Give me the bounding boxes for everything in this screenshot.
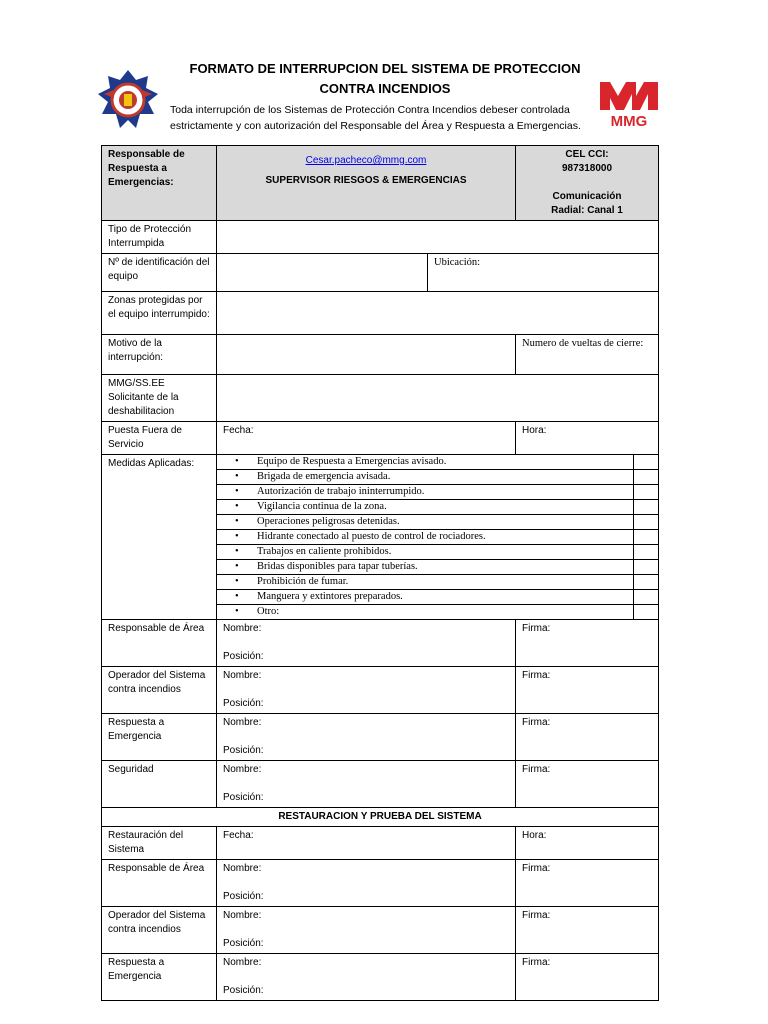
rsig3-name-position-field[interactable] — [217, 954, 516, 1001]
measure-text: Manguera y extintores preparados. — [257, 591, 403, 602]
nombre-label: Nombre: — [223, 764, 262, 775]
measure-item: • Brigada de emergencia avisada. — [217, 470, 658, 485]
nombre-label: Nombre: — [223, 957, 262, 968]
sig1-firma-field[interactable]: Firma: — [516, 620, 659, 667]
rsig2-firma-field[interactable]: Firma: — [516, 907, 659, 954]
restauracion-hora-field[interactable]: Hora: — [516, 827, 659, 860]
rsig3-firma-field[interactable]: Firma: — [516, 954, 659, 1001]
cel-number: 987318000 — [561, 163, 613, 174]
measure-checkbox[interactable] — [634, 455, 659, 470]
nombre-label: Nombre: — [223, 910, 262, 921]
puesta-fecha-field[interactable]: Fecha: — [217, 422, 516, 455]
medidas-label: Medidas Aplicadas: — [102, 455, 217, 620]
sig2-firma-field[interactable]: Firma: — [516, 667, 659, 714]
form-title-line1: FORMATO DE INTERRUPCION DEL SISTEMA DE PROTECCION — [189, 61, 581, 76]
measures-list — [217, 455, 658, 619]
sig4-role-label: Seguridad — [102, 761, 217, 808]
sig1-role-label: Responsable de Área — [102, 620, 217, 667]
measure-text: Brigada de emergencia avisada. — [257, 471, 391, 482]
motivo-field[interactable] — [217, 335, 516, 375]
mmg-logo — [596, 76, 662, 128]
measure-checkbox[interactable] — [634, 470, 659, 485]
measure-item: • Otro: — [217, 605, 658, 620]
nombre-label: Nombre: — [223, 717, 262, 728]
radio-line1: Comunicación — [552, 191, 622, 202]
tipo-proteccion-label: Tipo de Protección Interrumpida — [102, 221, 217, 254]
restoration-heading: RESTAURACION Y PRUEBA DEL SISTEMA — [102, 808, 659, 827]
posicion-label: Posición: — [223, 651, 264, 662]
measure-text: Prohibición de fumar. — [257, 576, 349, 587]
nombre-label: Nombre: — [223, 623, 262, 634]
intro-line1: Toda interrupción de los Sistemas de Protección Contra Incendios debeser controlada — [170, 104, 570, 116]
posicion-label: Posición: — [223, 792, 264, 803]
measure-item: • Hidrante conectado al puesto de control de rociadores. — [217, 530, 658, 545]
measure-item: • Manguera y extintores preparados. — [217, 590, 658, 605]
contact-email-link[interactable]: Cesar.pacheco@mmg.com — [305, 155, 427, 166]
measure-text: Equipo de Respuesta a Emergencias avisado. — [257, 456, 447, 467]
motivo-label: Motivo de la interrupción: — [102, 335, 217, 375]
measure-text: Trabajos en caliente prohibidos. — [257, 546, 392, 557]
posicion-label: Posición: — [223, 891, 264, 902]
measure-item: • Prohibición de fumar. — [217, 575, 658, 590]
measure-item: • Equipo de Respuesta a Emergencias avisado. — [217, 455, 658, 470]
measure-item: • Operaciones peligrosas detenidas. — [217, 515, 658, 530]
measure-item: • Bridas disponibles para tapar tuberías. — [217, 560, 658, 575]
measure-text: Autorización de trabajo ininterrumpido. — [257, 486, 425, 497]
measure-item: • Vigilancia continua de la zona. — [217, 500, 658, 515]
solicitante-label: MMG/SS.EE Solicitante de la deshabilitacion — [102, 375, 217, 422]
zonas-field[interactable] — [217, 292, 659, 335]
measure-text: Vigilancia continua de la zona. — [257, 501, 387, 512]
intro-line2: estrictamente y con autorización del Responsable del Área y Respuesta a Emergencias. — [170, 120, 581, 132]
measure-item: • Autorización de trabajo ininterrumpido. — [217, 485, 658, 500]
sig2-name-position-field[interactable] — [217, 667, 516, 714]
measure-checkbox[interactable] — [634, 605, 659, 620]
fire-brigade-emblem-logo — [96, 68, 160, 134]
measure-checkbox[interactable] — [634, 485, 659, 500]
rsig2-role-label: Operador del Sistema contra incendios — [102, 907, 217, 954]
rsig1-role-label: Responsable de Área — [102, 860, 217, 907]
measure-checkbox[interactable] — [634, 500, 659, 515]
measure-checkbox[interactable] — [634, 530, 659, 545]
measure-checkbox[interactable] — [634, 545, 659, 560]
contact-role: SUPERVISOR RIESGOS & EMERGENCIAS — [265, 175, 467, 186]
equipo-id-label: Nº de identificación del equipo — [102, 254, 217, 292]
restauracion-fecha-field[interactable]: Fecha: — [217, 827, 516, 860]
posicion-label: Posición: — [223, 938, 264, 949]
measure-text: Bridas disponibles para tapar tuberías. — [257, 561, 418, 572]
posicion-label: Posición: — [223, 985, 264, 996]
nombre-label: Nombre: — [223, 670, 262, 681]
posicion-label: Posición: — [223, 745, 264, 756]
zonas-label: Zonas protegidas por el equipo interrumpido: — [102, 292, 217, 335]
sig3-role-label: Respuesta a Emergencia — [102, 714, 217, 761]
mmg-logo-text: MMG — [610, 113, 648, 128]
form-title-line2: CONTRA INCENDIOS — [319, 81, 451, 96]
sig4-name-position-field[interactable] — [217, 761, 516, 808]
measure-checkbox[interactable] — [634, 590, 659, 605]
measure-text: Operaciones peligrosas detenidas. — [257, 516, 400, 527]
sig4-firma-field[interactable]: Firma: — [516, 761, 659, 808]
equipo-id-field[interactable] — [217, 254, 428, 292]
measure-checkbox[interactable] — [634, 575, 659, 590]
ubicacion-field[interactable]: Ubicación: — [428, 254, 659, 292]
rsig1-name-position-field[interactable] — [217, 860, 516, 907]
contact-label: Responsable de Respuesta a Emergencias: — [102, 146, 217, 221]
measure-text: Hidrante conectado al puesto de control de rociadores. — [257, 531, 486, 542]
rsig3-role-label: Respuesta a Emergencia — [102, 954, 217, 1001]
measure-checkbox[interactable] — [634, 515, 659, 530]
measure-item: • Trabajos en caliente prohibidos. — [217, 545, 658, 560]
rsig1-firma-field[interactable]: Firma: — [516, 860, 659, 907]
puesta-fuera-label: Puesta Fuera de Servicio — [102, 422, 217, 455]
posicion-label: Posición: — [223, 698, 264, 709]
measure-text: Otro: — [257, 606, 280, 617]
sig1-name-position-field[interactable] — [217, 620, 516, 667]
solicitante-field[interactable] — [217, 375, 659, 422]
rsig2-name-position-field[interactable] — [217, 907, 516, 954]
sig3-firma-field[interactable]: Firma: — [516, 714, 659, 761]
sig2-role-label: Operador del Sistema contra incendios — [102, 667, 217, 714]
radio-line2: Radial: Canal 1 — [551, 205, 623, 216]
measure-checkbox[interactable] — [634, 560, 659, 575]
sig3-name-position-field[interactable] — [217, 714, 516, 761]
cel-label: CEL CCI: — [565, 149, 609, 160]
nombre-label: Nombre: — [223, 863, 262, 874]
interruption-form-table — [101, 145, 659, 1001]
puesta-hora-field[interactable]: Hora: — [516, 422, 659, 455]
restauracion-label: Restauración del Sistema — [102, 827, 217, 860]
tipo-proteccion-field[interactable] — [217, 221, 659, 254]
vueltas-cierre-field[interactable]: Numero de vueltas de cierre: — [516, 335, 659, 375]
